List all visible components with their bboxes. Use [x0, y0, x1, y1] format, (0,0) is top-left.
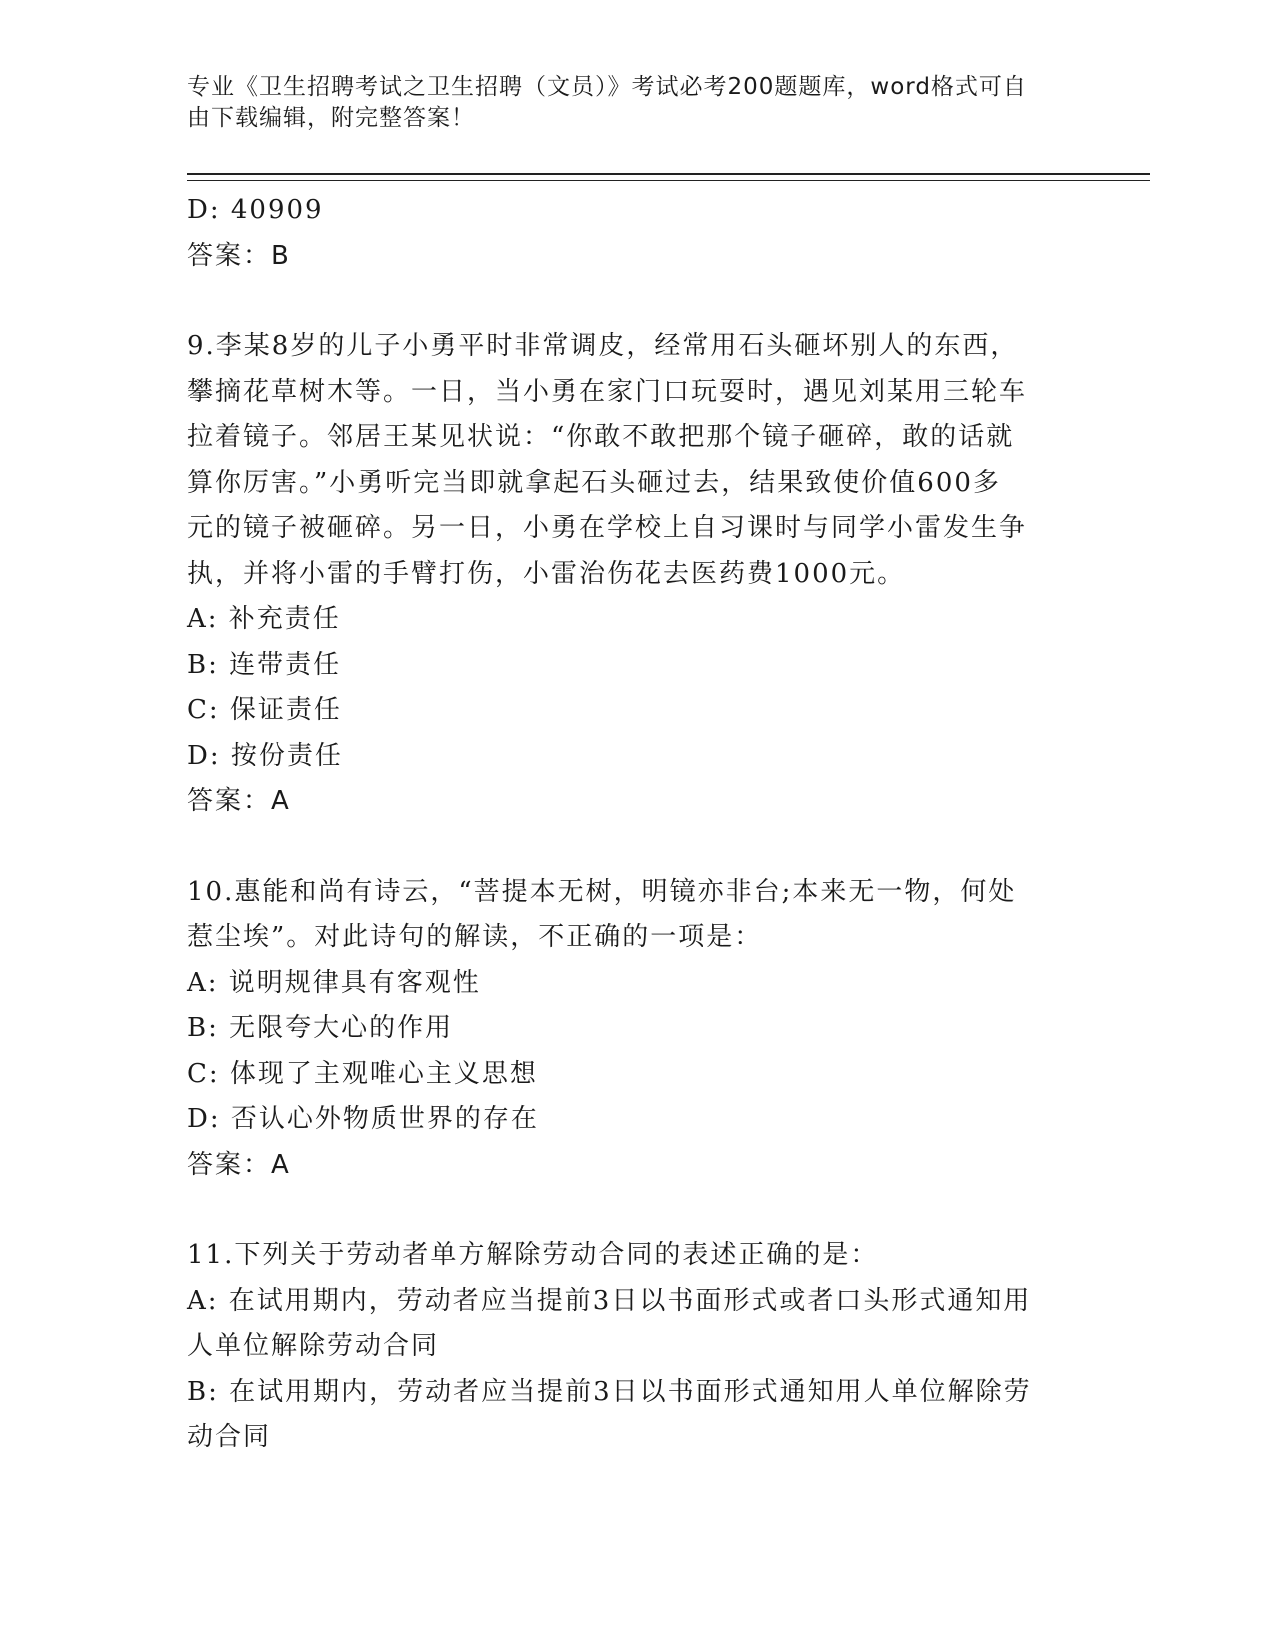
option-text: B: 无限夸大心的作用	[187, 1013, 454, 1043]
question-line: 9.李某8岁的儿子小勇平时非常调皮，经常用石头砸坏别人的东西，	[187, 331, 1019, 361]
question-line: 10.惠能和尚有诗云，“菩提本无树，明镜亦非台;本来无一物，何处	[187, 876, 1017, 907]
option-text: C: 保证责任	[187, 695, 342, 725]
option-text: D: 40909	[187, 195, 324, 225]
option-text: B: 连带责任	[187, 649, 342, 680]
question-line: 惹尘埃”。对此诗句的解读，不正确的一项是：	[187, 922, 763, 952]
answer-text: 答案：B	[187, 240, 291, 271]
question-line: 攀摘花草树木等。一日，当小勇在家门口玩耍时，遇见刘某用三轮车	[187, 376, 1028, 407]
answer-text: 答案：A	[187, 1149, 291, 1180]
option-text: 动合同	[187, 1422, 272, 1452]
page-header	[187, 72, 1067, 134]
option-text: B: 在试用期内，劳动者应当提前3日以书面形式通知用人单位解除劳	[187, 1376, 1032, 1407]
header-rule	[187, 173, 1150, 175]
question-11	[187, 1233, 1067, 1461]
option-text: A: 在试用期内，劳动者应当提前3日以书面形式或者口头形式通知用	[187, 1285, 1032, 1316]
option-text: D: 按份责任	[187, 740, 343, 771]
option-text: D: 否认心外物质世界的存在	[187, 1104, 539, 1134]
option-text: A: 补充责任	[187, 604, 341, 634]
option-text: C: 体现了主观唯心主义思想	[187, 1058, 538, 1089]
option-text: A: 说明规律具有客观性	[187, 967, 481, 998]
question-10	[187, 870, 1067, 1189]
question-9	[187, 324, 1067, 825]
question-line: 元的镜子被砸碎。另一日，小勇在学校上自习课时与同学小雷发生争	[187, 513, 1028, 543]
header-line: 由下载编辑，附完整答案！	[187, 105, 475, 131]
question-line: 11.下列关于劳动者单方解除劳动合同的表述正确的是：	[187, 1240, 879, 1270]
document-body	[187, 188, 1067, 1461]
header-line: 专业《卫生招聘考试之卫生招聘（文员）》考试必考200题题库，word格式可自	[187, 74, 1027, 100]
option-text: 人单位解除劳动合同	[187, 1331, 440, 1361]
question-line: 执，并将小雷的手臂打伤，小雷治伤花去医药费1000元。	[187, 558, 906, 589]
answer-text: 答案：A	[187, 786, 291, 816]
question-line: 算你厉害。”小勇听完当即就拿起石头砸过去，结果致使价值600多	[187, 467, 1001, 498]
header-rule	[187, 180, 1150, 181]
question-line: 拉着镜子。邻居王某见状说：“你敢不敢把那个镜子砸碎，敢的话就	[187, 422, 1015, 452]
